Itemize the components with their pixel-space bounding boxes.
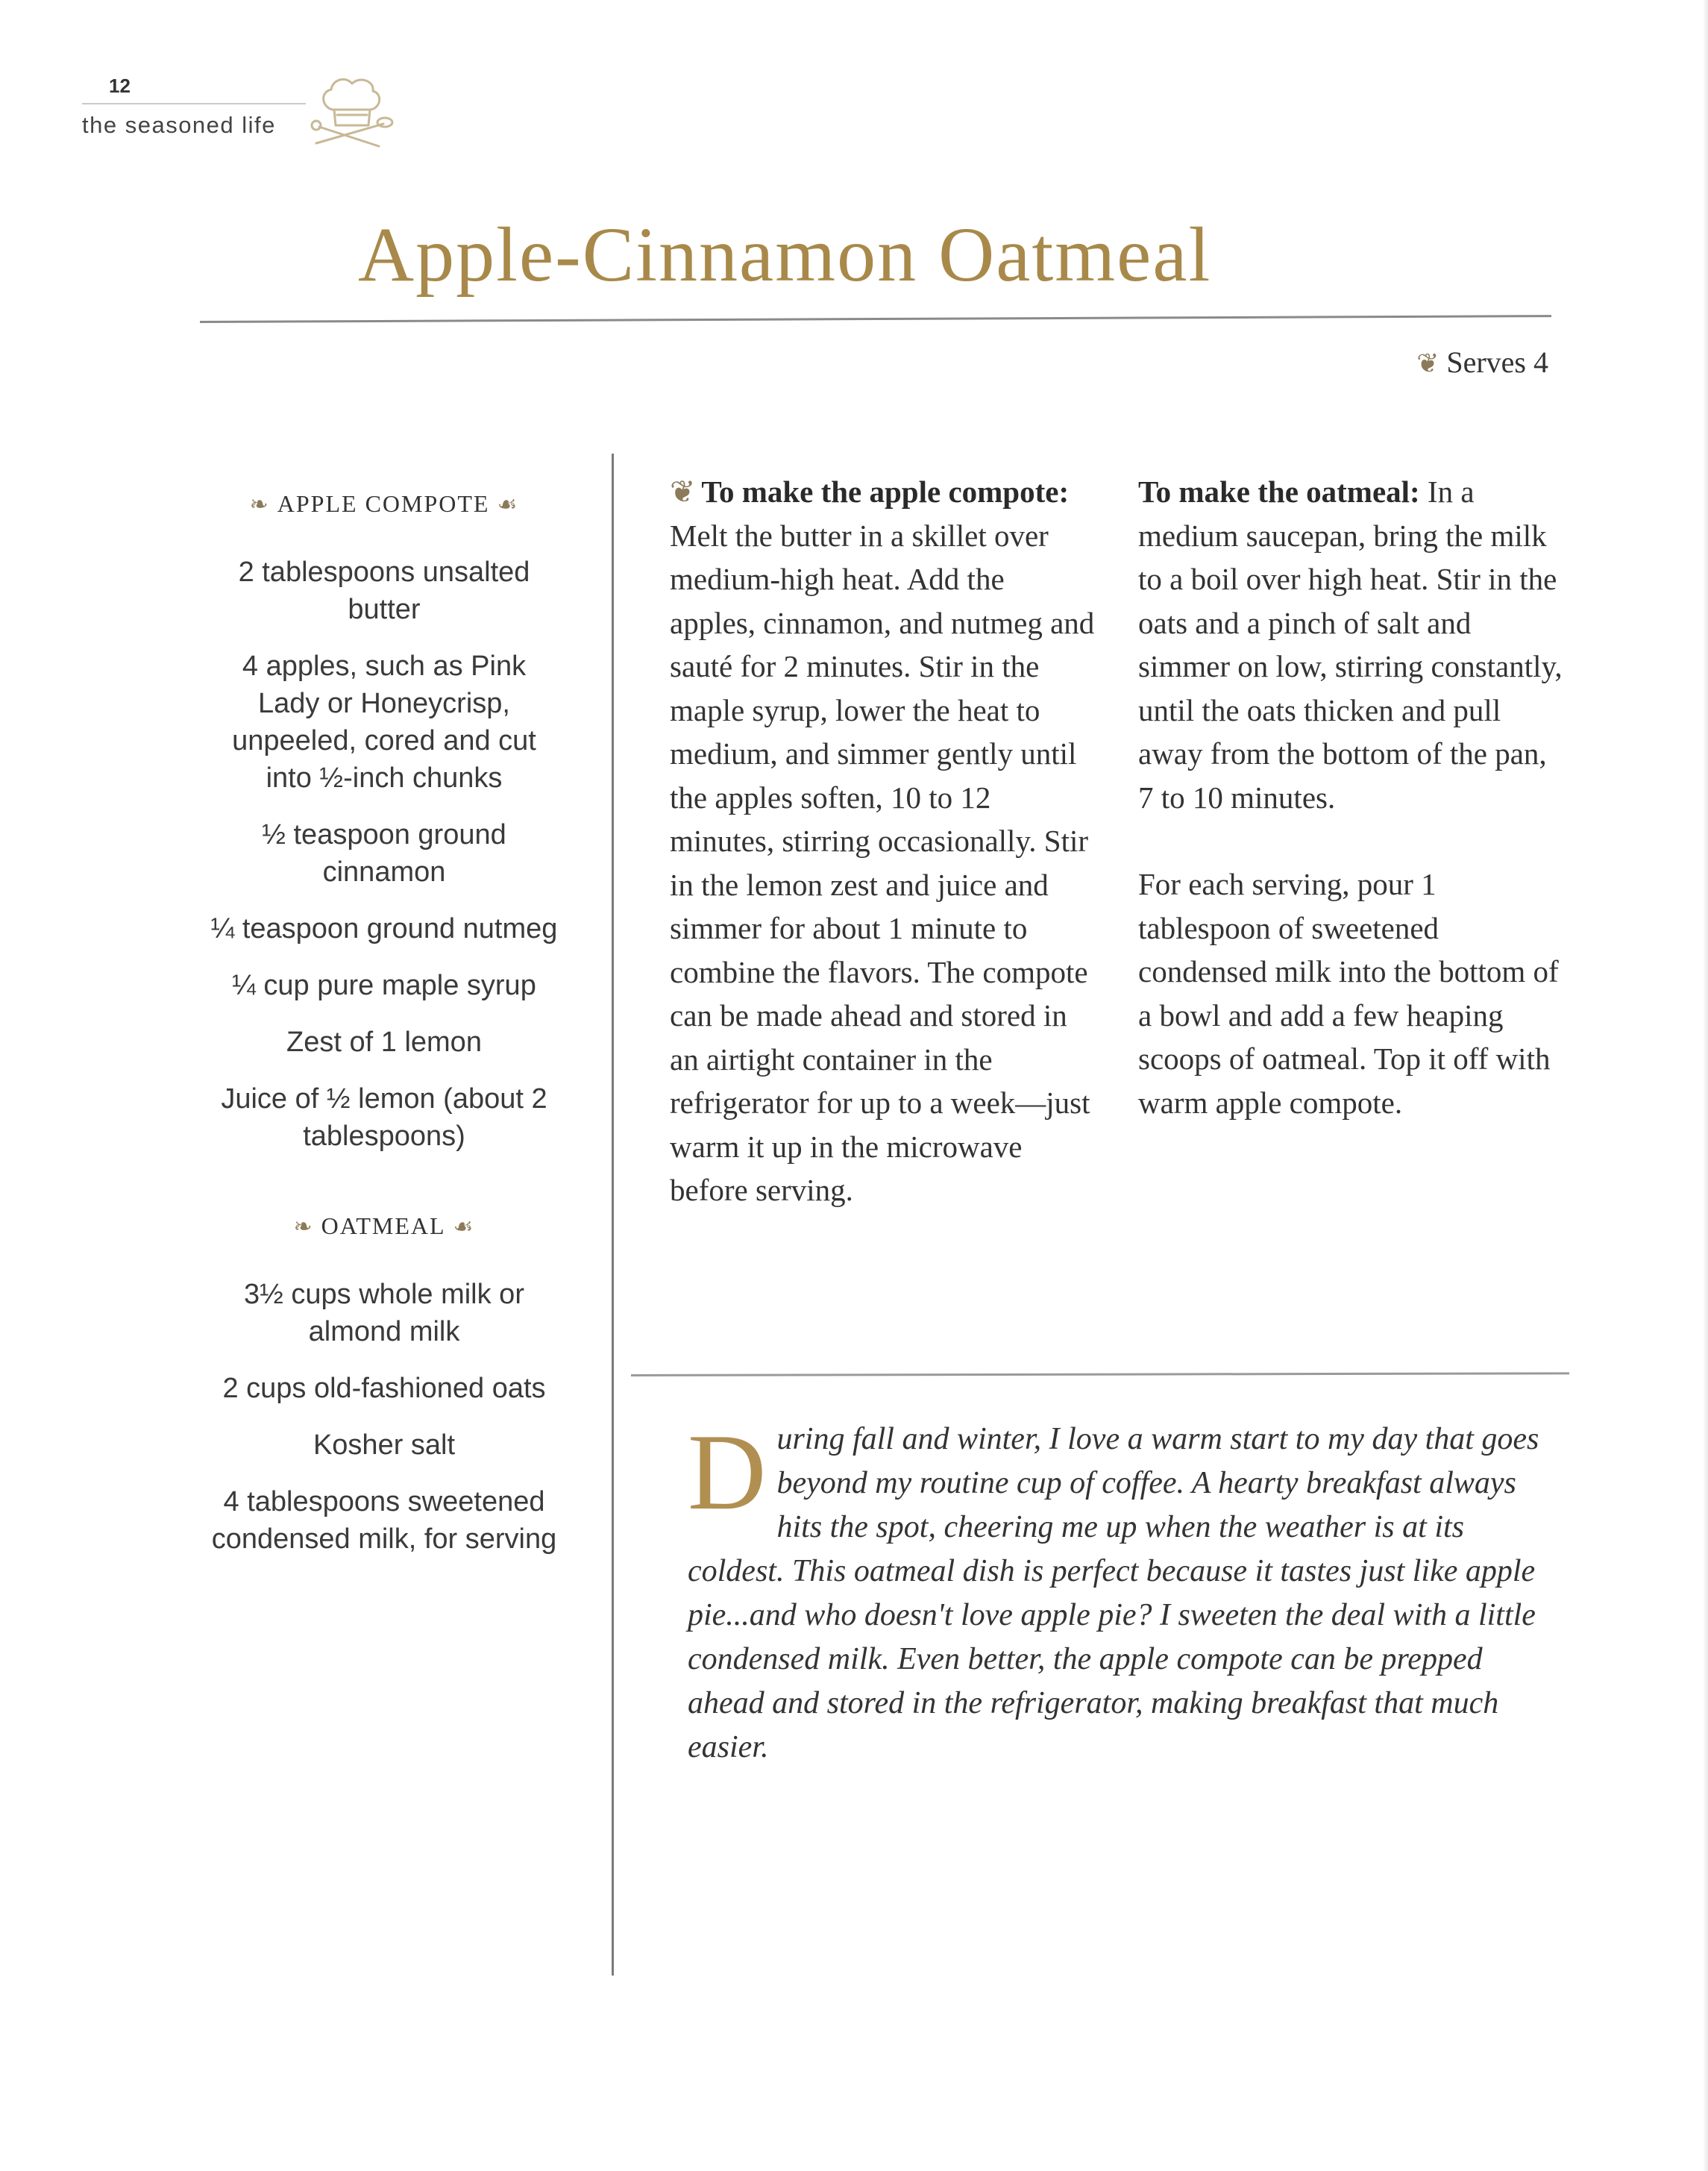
chef-hat-whisk-logo-icon	[301, 69, 398, 158]
running-head-rule	[82, 103, 306, 104]
vine-ornament-icon: ☙	[497, 492, 519, 517]
compote-heading: ❧ APPLE COMPOTE ☙	[249, 490, 519, 517]
vine-ornament-icon: ☙	[453, 1215, 475, 1239]
ingredient-item: 4 tablespoons sweetened condensed milk, for serving	[211, 1486, 557, 1555]
serving-step: For each serving, pour 1 tablespoon of sweetened condensed milk into the bottom of a bowl and add a few heaping scoops of oatmeal. Top it off with warm apple compote.	[1138, 867, 1559, 1120]
oatmeal-step-text: In a medium saucepan, bring the milk to a boil over high heat. Stir in the oats and a pinch of salt and simmer on low, stirring constantly, until the oats thicken and pull away from the bottom of the pan, 7 to 10 minutes.	[1138, 474, 1563, 815]
vine-ornament-icon: ❧	[249, 492, 270, 517]
vine-ornament-icon: ❦	[670, 474, 696, 509]
oatmeal-directions	[1138, 470, 1563, 1124]
serves-label	[1416, 345, 1548, 380]
ingredient-item: 3½ cups whole milk or almond milk	[244, 1279, 524, 1347]
ingredient-item: Juice of ½ lemon (about 2 tablespoons)	[221, 1083, 547, 1152]
compote-directions	[670, 470, 1095, 1212]
headnote	[688, 1412, 1564, 1770]
oatmeal-step	[1138, 470, 1563, 819]
ingredient-item: ¼ teaspoon ground nutmeg	[210, 913, 558, 944]
ingredient-item: 2 cups old-fashioned oats	[222, 1373, 546, 1404]
oatmeal-step-heading: To make the oatmeal:	[1138, 474, 1420, 509]
oatmeal-heading: ❧ OATMEAL ☙	[293, 1212, 475, 1239]
ingredient-item: Zest of 1 lemon	[286, 1027, 482, 1058]
ingredients-column	[209, 485, 559, 1577]
compote-step-text: Melt the butter in a skillet over medium-high heat. Add the apples, cinnamon, and nutmeg and sauté for 2 minutes. Stir in the maple syrup, lower the heat to medium, and simmer gently until the apples soften, 10 to 12 minutes, stirring occasionally. Stir in the lemon zest and juice and simmer for about 1 minute to combine the flavors. The compote can be made ahead and stored in an airtight container in the refrigerator for up to a week—just warm it up in the microwave before serving.	[670, 518, 1095, 1207]
vine-ornament-icon: ❧	[293, 1215, 314, 1239]
vine-ornament-icon: ❦	[1416, 348, 1439, 378]
page-number: 12	[109, 75, 131, 97]
headnote-rule	[631, 1372, 1569, 1376]
compote-step-heading: To make the apple compote:	[701, 474, 1070, 509]
ingredient-item: ½ teaspoon ground cinnamon	[262, 819, 506, 888]
ingredient-item: Kosher salt	[313, 1429, 456, 1461]
compote-step	[670, 470, 1095, 1212]
drop-cap: D	[688, 1412, 767, 1532]
page-edge-shadow	[1704, 0, 1708, 2171]
recipe-title: Apple-Cinnamon Oatmeal	[358, 212, 1212, 298]
column-divider	[612, 454, 614, 1976]
running-head-title: the seasoned life	[82, 112, 276, 138]
headnote-text: uring fall and winter, I love a warm start to my day that goes beyond my routine cup of coffee. A hearty breakfast always hits the spot, cheering me up when the weather is at its coldest. This oatmeal dish is perfect because it tastes just like apple pie...and who doesn't love apple pie? I sweeten the deal with a little condensed milk. Even better, the apple compote can be prepped ahead and stored in the refrigerator, making breakfast that much easier.	[688, 1422, 1539, 1764]
serves-text: Serves 4	[1446, 345, 1548, 379]
ingredient-item: 4 apples, such as Pink Lady or Honeycrisp, unpeeled, cored and cut into ½-inch chunks	[232, 651, 536, 794]
ingredient-item: 2 tablespoons unsalted butter	[238, 557, 530, 625]
title-rule	[200, 315, 1551, 323]
ingredient-item: ¼ cup pure maple syrup	[232, 970, 536, 1001]
